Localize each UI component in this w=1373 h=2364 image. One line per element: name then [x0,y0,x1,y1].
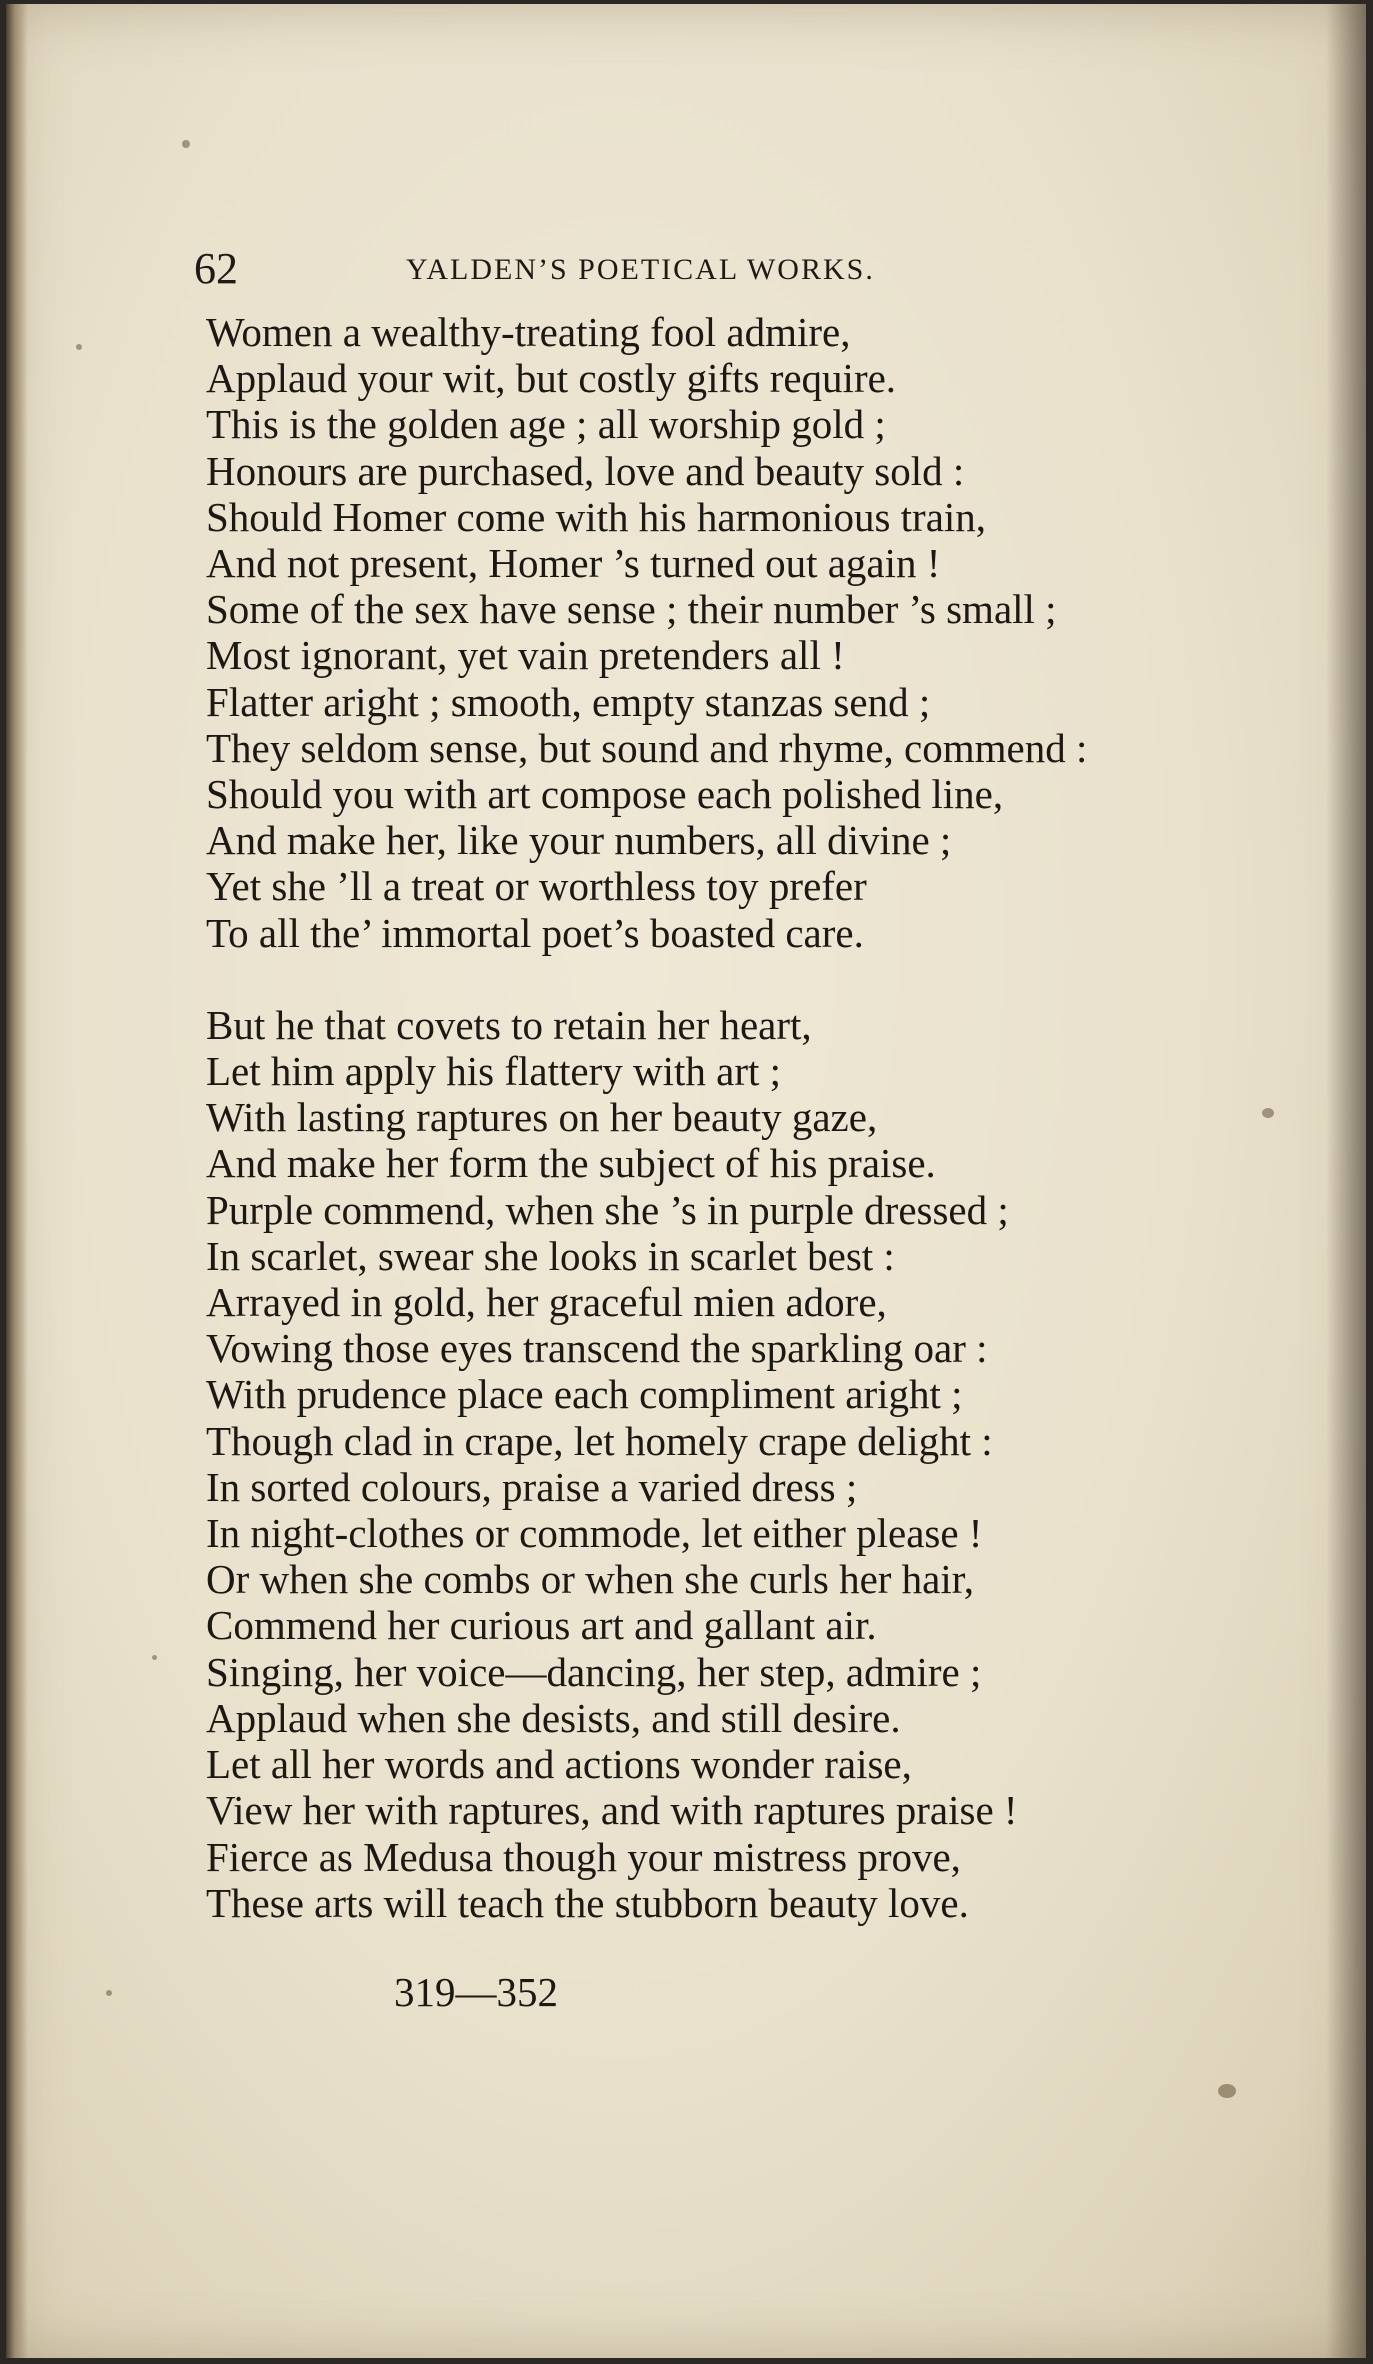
poem-line: Though clad in crape, let homely crape delight : [206,1417,993,1464]
poem-line: With prudence place each compliment aright ; [206,1371,963,1418]
poem-line: With lasting raptures on her beauty gaze, [206,1094,878,1141]
poem-line: Vowing those eyes transcend the sparkling oar : [206,1325,988,1372]
poem-line: In night-clothes or commode, let either please ! [206,1510,983,1557]
stanza [206,309,1226,956]
poem-line: Should you with art compose each polished line, [206,771,1004,818]
poem-line: In scarlet, swear she looks in scarlet best : [206,1232,895,1279]
poem-line: They seldom sense, but sound and rhyme, commend : [206,724,1088,771]
page-header [194,244,1194,304]
poem-line: Purple commend, when she ’s in purple dressed ; [206,1186,1009,1233]
poem-line: Applaud your wit, but costly gifts require. [206,355,897,402]
poem-line: Should Homer come with his harmonious train, [206,493,987,540]
poem-line: This is the golden age ; all worship gold ; [206,401,886,448]
poem-line: Arrayed in gold, her graceful mien adore, [206,1279,887,1326]
foxing-spot [106,1990,112,1996]
poem-line: Applaud when she desists, and still desire. [206,1694,901,1741]
running-head: YALDEN’S POETICAL WORKS. [406,253,875,286]
book-page [6,4,1366,2358]
page-gutter-shadow [6,4,28,2358]
foxing-spot [152,1655,157,1660]
poem-line: Singing, her voice—dancing, her step, admire ; [206,1648,982,1695]
foxing-spot [1262,1108,1274,1118]
poem-line: But he that covets to retain her heart, [206,1001,812,1048]
poem-line: Some of the sex have sense ; their number ’s small ; [206,586,1057,633]
poem-line: Women a wealthy-treating fool admire, [206,309,851,355]
stanza [206,1002,1226,1926]
poem-line: Let him apply his flattery with art ; [206,1048,782,1095]
poem-line: View her with raptures, and with raptures praise ! [206,1787,1018,1834]
foxing-spot [1218,2084,1236,2098]
page-edge-shadow [1326,4,1366,2358]
poem-line: Let all her words and actions wonder raise, [206,1741,912,1788]
poem-text [206,309,1226,1926]
poem-line: And make her form the subject of his praise. [206,1140,936,1187]
foxing-spot [182,140,190,148]
foxing-spot [76,344,82,350]
poem-line: To all the’ immortal poet’s boasted care. [206,909,864,956]
poem-line: Most ignorant, yet vain pretenders all ! [206,632,845,679]
line-range: 319—352 [394,1969,558,2015]
poem-line: Or when she combs or when she curls her hair, [206,1556,975,1603]
poem-line: These arts will teach the stubborn beauty love. [206,1879,969,1926]
poem-line: In sorted colours, praise a varied dress ; [206,1463,858,1510]
poem-line: And make her, like your numbers, all divine ; [206,817,952,864]
poem-line: And not present, Homer ’s turned out again ! [206,540,941,587]
poem-line: Yet she ’ll a treat or worthless toy prefer [206,863,867,910]
page-number: 62 [194,244,238,293]
poem-line: Commend her curious art and gallant air. [206,1602,877,1649]
poem-line: Fierce as Medusa though your mistress prove, [206,1833,961,1880]
poem-line: Flatter aright ; smooth, empty stanzas send ; [206,678,931,725]
poem-line: Honours are purchased, love and beauty sold : [206,447,965,494]
